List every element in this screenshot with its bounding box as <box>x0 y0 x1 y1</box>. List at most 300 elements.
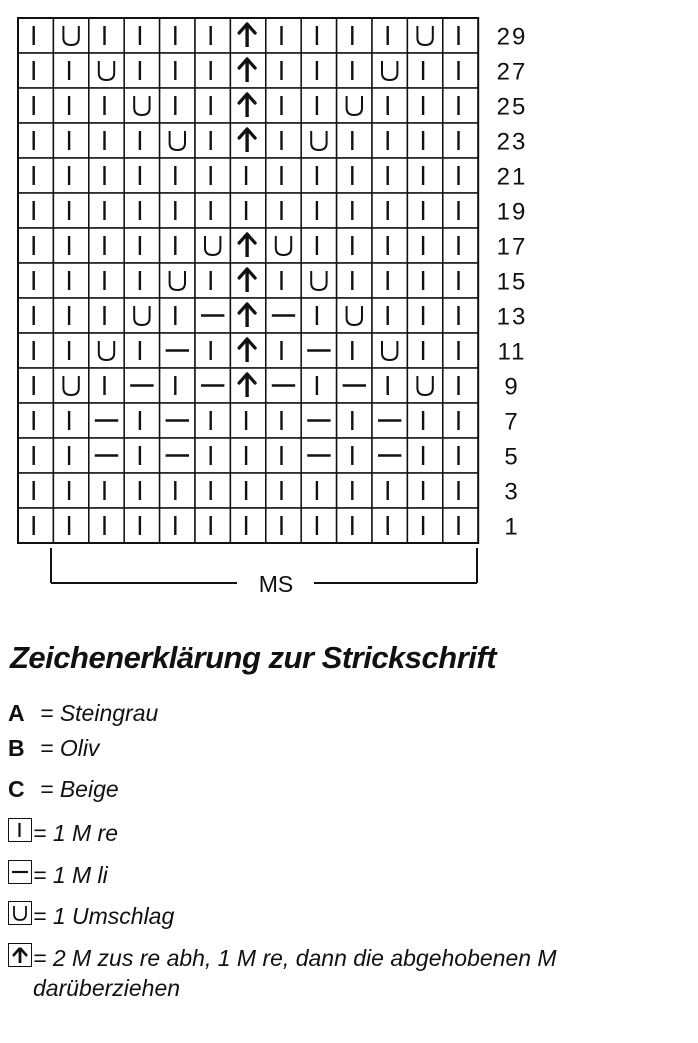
chart-cell <box>89 53 124 88</box>
cell-border <box>337 298 372 333</box>
chart-cell <box>266 438 301 473</box>
chart-cell <box>372 333 407 368</box>
chart-cell <box>124 508 159 543</box>
cell-border <box>301 298 336 333</box>
cell-border <box>266 333 301 368</box>
cell-border <box>89 368 124 403</box>
chart-cell <box>443 123 478 158</box>
cell-border <box>124 53 159 88</box>
chart-cell <box>266 263 301 298</box>
cell-border <box>407 18 442 53</box>
cell-border <box>443 123 478 158</box>
chart-cell <box>124 18 159 53</box>
row-number-label: 5 <box>504 443 520 471</box>
color-letter-c: C <box>8 776 25 802</box>
chart-cell <box>124 123 159 158</box>
chart-cell <box>18 403 53 438</box>
cell-border <box>160 368 195 403</box>
cell-border <box>195 333 230 368</box>
row-number-label: 25 <box>496 93 528 121</box>
row-number-label: 29 <box>496 23 528 51</box>
chart-cell <box>160 53 195 88</box>
chart-cell <box>124 88 159 123</box>
cell-border <box>443 403 478 438</box>
chart-cell <box>301 53 336 88</box>
chart-cell <box>301 368 336 403</box>
chart-cell <box>160 298 195 333</box>
cell-border <box>301 53 336 88</box>
cell-border <box>337 333 372 368</box>
cell-border <box>443 298 478 333</box>
cell-border <box>89 88 124 123</box>
cell-border <box>337 438 372 473</box>
chart-cell <box>266 228 301 263</box>
chart-cell <box>89 438 124 473</box>
chart-cell <box>266 473 301 508</box>
legend-symbol-double-decrease <box>8 943 683 1003</box>
cell-border <box>372 228 407 263</box>
color-desc-a: = Steingrau <box>40 700 159 726</box>
cell-border <box>407 88 442 123</box>
chart-cell <box>443 473 478 508</box>
chart-cell <box>301 333 336 368</box>
chart-cell <box>53 263 88 298</box>
chart-cell <box>53 403 88 438</box>
legend-color-b <box>8 735 99 762</box>
chart-cell <box>443 298 478 333</box>
cell-border <box>53 158 88 193</box>
cell-border <box>337 263 372 298</box>
cell-border <box>337 228 372 263</box>
chart-cell <box>230 228 265 263</box>
chart-cell <box>18 298 53 333</box>
chart-cell <box>301 508 336 543</box>
cell-border <box>53 438 88 473</box>
cell-border <box>372 18 407 53</box>
cell-border <box>230 193 265 228</box>
chart-cell <box>301 123 336 158</box>
cell-border <box>53 88 88 123</box>
chart-cell <box>53 333 88 368</box>
chart-cell <box>124 193 159 228</box>
knit-icon <box>8 818 32 842</box>
repeat-label: MS <box>258 571 294 597</box>
cell-border <box>124 438 159 473</box>
chart-cell <box>195 53 230 88</box>
cell-border <box>301 18 336 53</box>
chart-cell <box>230 403 265 438</box>
chart-cell <box>53 228 88 263</box>
chart-cell <box>195 88 230 123</box>
cell-border <box>443 333 478 368</box>
row-number-label: 27 <box>496 58 528 86</box>
chart-cell <box>124 158 159 193</box>
cell-border <box>407 333 442 368</box>
cell-border <box>195 88 230 123</box>
cell-border <box>195 193 230 228</box>
row-number-label: 9 <box>504 373 520 401</box>
chart-cell <box>301 158 336 193</box>
cell-border <box>301 228 336 263</box>
cell-border <box>301 508 336 543</box>
chart-cell <box>195 263 230 298</box>
chart-cell <box>337 438 372 473</box>
cell-border <box>266 263 301 298</box>
cell-border <box>89 123 124 158</box>
chart-cell <box>407 193 442 228</box>
cell-border <box>124 333 159 368</box>
chart-cell <box>89 263 124 298</box>
chart-cell <box>53 508 88 543</box>
cell-border <box>301 473 336 508</box>
cell-border <box>124 473 159 508</box>
chart-cell <box>301 473 336 508</box>
cell-border <box>160 53 195 88</box>
cell-border <box>124 403 159 438</box>
chart-cell <box>230 438 265 473</box>
cell-border <box>266 438 301 473</box>
cell-border <box>160 298 195 333</box>
chart-cell <box>337 193 372 228</box>
chart-cell <box>230 18 265 53</box>
cell-border <box>18 298 53 333</box>
cell-border <box>18 193 53 228</box>
chart-cell <box>443 18 478 53</box>
cell-border <box>372 333 407 368</box>
chart-cell <box>337 508 372 543</box>
chart-cell <box>124 333 159 368</box>
cell-border <box>407 123 442 158</box>
cell-border <box>18 438 53 473</box>
chart-cell <box>160 158 195 193</box>
row-number-label: 11 <box>497 338 527 366</box>
cell-border <box>53 53 88 88</box>
cell-border <box>301 88 336 123</box>
chart-cell <box>124 403 159 438</box>
cell-border <box>266 473 301 508</box>
chart-cell <box>372 298 407 333</box>
cell-border <box>195 18 230 53</box>
chart-cell <box>18 193 53 228</box>
chart-cell <box>407 508 442 543</box>
chart-cell <box>443 403 478 438</box>
chart-cell <box>407 228 442 263</box>
chart-cell <box>407 438 442 473</box>
chart-cell <box>301 228 336 263</box>
row-number-label: 23 <box>496 128 528 156</box>
color-letter-b: B <box>8 735 25 761</box>
cell-border <box>443 473 478 508</box>
chart-cell <box>337 298 372 333</box>
chart-cell <box>301 298 336 333</box>
cell-border <box>89 158 124 193</box>
color-desc-b: = Oliv <box>40 735 100 761</box>
chart-cell <box>266 158 301 193</box>
cell-border <box>53 193 88 228</box>
chart-cell <box>337 88 372 123</box>
chart-cell <box>89 333 124 368</box>
chart-cell <box>266 18 301 53</box>
chart-cell <box>89 88 124 123</box>
chart-cell <box>266 368 301 403</box>
chart-cell <box>266 403 301 438</box>
chart-cell <box>372 158 407 193</box>
chart-cell <box>195 368 230 403</box>
chart-cell <box>195 508 230 543</box>
chart-cell <box>53 53 88 88</box>
chart-cell <box>124 473 159 508</box>
cell-border <box>372 88 407 123</box>
cell-border <box>160 123 195 158</box>
cell-border <box>266 53 301 88</box>
cell-border <box>337 508 372 543</box>
cell-border <box>230 438 265 473</box>
legend-symbol-purl <box>8 860 108 890</box>
chart-cell <box>443 228 478 263</box>
chart-cell <box>407 368 442 403</box>
chart-cell <box>89 368 124 403</box>
cell-border <box>407 403 442 438</box>
chart-cell <box>266 193 301 228</box>
cell-border <box>89 508 124 543</box>
chart-cell <box>407 473 442 508</box>
chart-cell <box>160 88 195 123</box>
cell-border <box>407 508 442 543</box>
yarn-over-icon <box>8 901 32 925</box>
row-number-label: 21 <box>496 163 528 191</box>
double-decrease-desc: = 2 M zus re abh, 1 M re, dann die abgehobenen M darüberziehen <box>33 945 557 1001</box>
cell-border <box>372 158 407 193</box>
cell-border <box>337 403 372 438</box>
chart-cell <box>124 368 159 403</box>
chart-cell <box>301 88 336 123</box>
cell-border <box>443 438 478 473</box>
cell-border <box>124 158 159 193</box>
row-number-label: 13 <box>496 303 528 331</box>
chart-cell <box>89 473 124 508</box>
chart-cell <box>18 368 53 403</box>
chart-cell <box>407 263 442 298</box>
cell-border <box>301 158 336 193</box>
chart-cell <box>407 18 442 53</box>
chart-cell <box>89 18 124 53</box>
chart-cell <box>230 123 265 158</box>
chart-cell <box>18 88 53 123</box>
cell-border <box>195 508 230 543</box>
cell-border <box>407 263 442 298</box>
chart-cell <box>372 123 407 158</box>
chart-cell <box>18 158 53 193</box>
chart-cell <box>337 263 372 298</box>
cell-border <box>301 368 336 403</box>
cell-border <box>53 18 88 53</box>
chart-cell <box>160 403 195 438</box>
cell-border <box>372 263 407 298</box>
cell-border <box>195 53 230 88</box>
cell-border <box>53 403 88 438</box>
cell-border <box>160 508 195 543</box>
cell-border <box>195 123 230 158</box>
chart-cell <box>160 438 195 473</box>
chart-cell <box>230 298 265 333</box>
cell-border <box>89 333 124 368</box>
cell-border <box>18 473 53 508</box>
cell-border <box>372 53 407 88</box>
cell-border <box>18 403 53 438</box>
cell-border <box>443 193 478 228</box>
cell-border <box>407 193 442 228</box>
chart-cell <box>266 333 301 368</box>
cell-border <box>18 368 53 403</box>
chart-cell <box>89 228 124 263</box>
cell-border <box>18 333 53 368</box>
cell-border <box>407 438 442 473</box>
chart-cell <box>301 438 336 473</box>
legend-color-a <box>8 700 158 727</box>
chart-cell <box>160 193 195 228</box>
yarn-over-desc: = 1 Umschlag <box>33 903 175 929</box>
cell-border <box>195 438 230 473</box>
cell-border <box>337 88 372 123</box>
cell-border <box>195 263 230 298</box>
chart-cell <box>124 263 159 298</box>
chart-grid <box>18 18 478 543</box>
chart-cell <box>372 438 407 473</box>
cell-border <box>89 53 124 88</box>
chart-cell <box>160 228 195 263</box>
cell-border <box>18 123 53 158</box>
chart-cell <box>337 53 372 88</box>
legend-color-c <box>8 776 119 803</box>
chart-cell <box>230 158 265 193</box>
chart-cell <box>89 403 124 438</box>
chart-cell <box>53 193 88 228</box>
chart-cell <box>230 193 265 228</box>
chart-cell <box>195 158 230 193</box>
cell-border <box>53 298 88 333</box>
cell-border <box>230 473 265 508</box>
chart-cell <box>160 263 195 298</box>
cell-border <box>124 88 159 123</box>
cell-border <box>266 403 301 438</box>
color-desc-c: = Beige <box>40 776 119 802</box>
chart-cell <box>407 53 442 88</box>
cell-border <box>337 53 372 88</box>
chart-cell <box>195 333 230 368</box>
chart-cell <box>53 123 88 158</box>
cell-border <box>89 18 124 53</box>
cell-border <box>230 508 265 543</box>
chart-cell <box>160 508 195 543</box>
cell-border <box>160 158 195 193</box>
legend-title: Zeichenerklärung zur Strickschrift <box>10 640 497 675</box>
cell-border <box>266 18 301 53</box>
cell-border <box>337 473 372 508</box>
cell-border <box>89 263 124 298</box>
cell-border <box>195 228 230 263</box>
row-numbers <box>497 24 528 541</box>
double-decrease-icon <box>8 943 32 967</box>
cell-border <box>195 158 230 193</box>
cell-border <box>407 298 442 333</box>
chart-cell <box>337 158 372 193</box>
chart-cell <box>372 228 407 263</box>
chart-cell <box>301 403 336 438</box>
chart-cell <box>124 53 159 88</box>
cell-border <box>372 123 407 158</box>
chart-cell <box>53 368 88 403</box>
cell-border <box>18 18 53 53</box>
chart-cell <box>372 53 407 88</box>
cell-border <box>407 368 442 403</box>
cell-border <box>337 123 372 158</box>
cell-border <box>407 228 442 263</box>
chart-cell <box>89 158 124 193</box>
chart-cell <box>372 368 407 403</box>
cell-border <box>266 508 301 543</box>
chart-cell <box>407 298 442 333</box>
cell-border <box>407 473 442 508</box>
chart-cell <box>266 88 301 123</box>
cell-border <box>18 508 53 543</box>
cell-border <box>443 18 478 53</box>
cell-border <box>160 263 195 298</box>
chart-cell <box>372 18 407 53</box>
cell-border <box>266 228 301 263</box>
cell-border <box>443 508 478 543</box>
cell-border <box>124 263 159 298</box>
row-number-label: 19 <box>496 198 528 226</box>
chart-cell <box>160 368 195 403</box>
chart-cell <box>195 193 230 228</box>
chart-cell <box>18 438 53 473</box>
cell-border <box>372 473 407 508</box>
chart-cell <box>443 438 478 473</box>
chart-cell <box>407 333 442 368</box>
cell-border <box>443 263 478 298</box>
chart-cell <box>53 473 88 508</box>
chart-cell <box>372 263 407 298</box>
knit-desc: = 1 M re <box>33 820 119 846</box>
chart-cell <box>53 18 88 53</box>
chart-cell <box>337 18 372 53</box>
chart-cell <box>53 88 88 123</box>
cell-border <box>18 228 53 263</box>
cell-border <box>337 18 372 53</box>
cell-border <box>230 158 265 193</box>
cell-border <box>337 158 372 193</box>
chart-cell <box>53 158 88 193</box>
chart-cell <box>337 473 372 508</box>
chart-cell <box>18 473 53 508</box>
chart-cell <box>89 123 124 158</box>
cell-border <box>266 158 301 193</box>
cell-border <box>230 403 265 438</box>
color-letter-a: A <box>8 700 25 726</box>
cell-border <box>372 193 407 228</box>
chart-cell <box>443 263 478 298</box>
cell-border <box>53 333 88 368</box>
cell-border <box>53 123 88 158</box>
cell-border <box>160 18 195 53</box>
chart-cell <box>53 298 88 333</box>
cell-border <box>18 263 53 298</box>
cell-border <box>266 193 301 228</box>
cell-border <box>53 263 88 298</box>
cell-border <box>18 53 53 88</box>
chart-cell <box>443 193 478 228</box>
chart-cell <box>266 508 301 543</box>
